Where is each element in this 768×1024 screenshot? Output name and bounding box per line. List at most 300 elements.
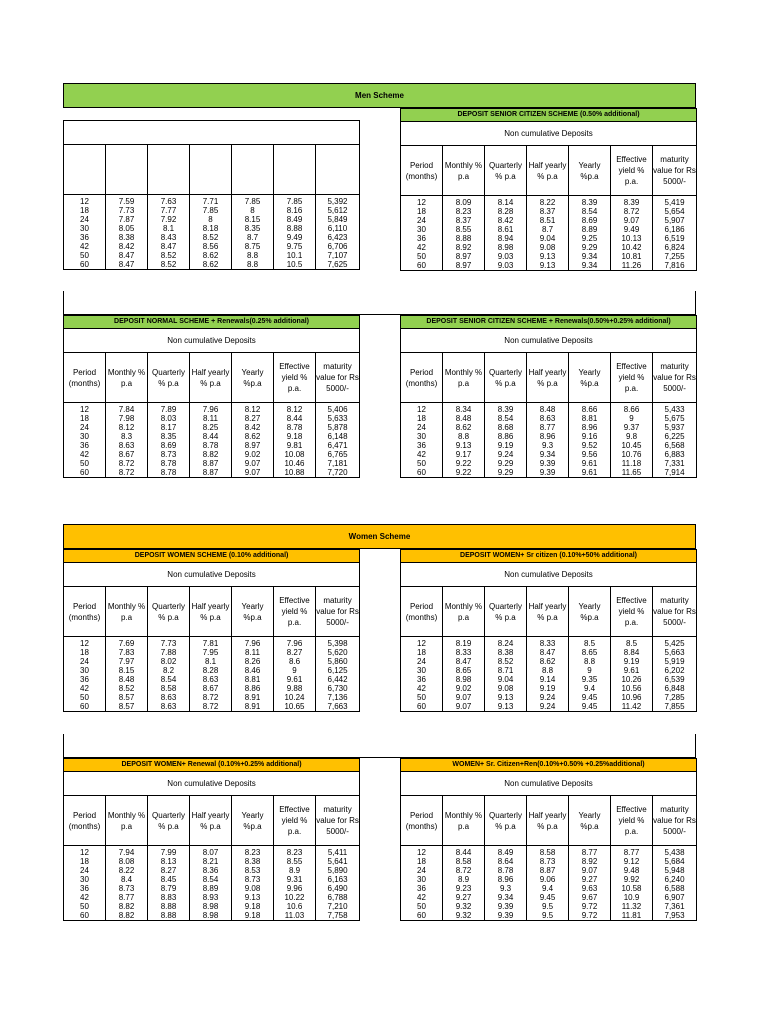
- table-cell: 8.65: [443, 666, 485, 675]
- table-cell: 8.11: [190, 414, 232, 423]
- table-cell: 9.18: [274, 432, 316, 441]
- column-header: maturity value for Rs 5000/-: [653, 353, 697, 403]
- table-cell: 9.17: [443, 450, 485, 459]
- column-header: Half yearly % p.a: [190, 587, 232, 637]
- table-cell: 9.39: [527, 468, 569, 478]
- table-cell: 8.71: [485, 666, 527, 675]
- table-cell: 50: [401, 902, 443, 911]
- column-header: Period (months): [401, 353, 443, 403]
- table-cell: 8.19: [443, 639, 485, 648]
- table-cell: 8.61: [485, 225, 527, 234]
- table-cell: 8.88: [443, 234, 485, 243]
- table-cell: 6,539: [653, 675, 697, 684]
- table-title: DEPOSIT SENIOR CITIZEN SCHEME (0.50% additional): [401, 109, 697, 122]
- column-header: Yearly %p.a: [569, 587, 611, 637]
- table-cell: 36: [64, 884, 106, 893]
- table-cell: 7,855: [653, 702, 697, 712]
- table-cell: 8.49: [485, 848, 527, 857]
- table-subtitle: Non cumulative Deposits: [64, 329, 360, 353]
- column-header: Half yearly % p.a: [190, 796, 232, 846]
- table-cell: 8.15: [232, 215, 274, 224]
- table-cell: 8.21: [190, 857, 232, 866]
- table-title: [64, 108, 360, 121]
- table-cell: 7,720: [316, 468, 360, 478]
- column-header: Quarterly % p.a: [485, 796, 527, 846]
- table-subtitle: [64, 121, 360, 145]
- table-cell: 7.99: [148, 848, 190, 857]
- column-header: Yearly %p.a: [232, 353, 274, 403]
- table-cell: 9.4: [569, 684, 611, 693]
- women-scheme-banner: Women Scheme: [63, 524, 696, 549]
- table-cell: 8.56: [190, 242, 232, 251]
- table-cell: 10.58: [611, 884, 653, 893]
- table-cell: 8.73: [527, 857, 569, 866]
- table-subtitle: Non cumulative Deposits: [64, 563, 360, 587]
- table-cell: 10.96: [611, 693, 653, 702]
- table-cell: 8.36: [190, 866, 232, 875]
- table-cell: 60: [64, 911, 106, 921]
- table-cell: 9.07: [443, 693, 485, 702]
- table-cell: 60: [64, 468, 106, 478]
- column-header: Period (months): [401, 146, 443, 196]
- table-cell: 8.82: [106, 902, 148, 911]
- table-cell: 8.7: [232, 233, 274, 242]
- table-cell: 8.18: [190, 224, 232, 233]
- table-cell: 9.52: [569, 441, 611, 450]
- column-header: Yearly %p.a: [232, 587, 274, 637]
- table-row: [64, 251, 360, 260]
- table-cell: 8.89: [190, 884, 232, 893]
- column-header: [316, 145, 360, 195]
- table-cell: 7,361: [653, 902, 697, 911]
- table-cell: 42: [401, 893, 443, 902]
- table-cell: 8.8: [443, 432, 485, 441]
- table-cell: 9: [611, 414, 653, 423]
- table-row: [401, 441, 697, 450]
- table-cell: 8.54: [190, 875, 232, 884]
- table-cell: 60: [64, 702, 106, 712]
- table-cell: 8.11: [232, 648, 274, 657]
- table-cell: 18: [64, 857, 106, 866]
- column-header: Half yearly % p.a: [527, 146, 569, 196]
- table-cell: 30: [401, 225, 443, 234]
- table-cell: 50: [64, 693, 106, 702]
- table-cell: 9.61: [274, 675, 316, 684]
- table-title: DEPOSIT NORMAL SCHEME + Renewals(0.25% additional): [64, 316, 360, 329]
- table-row: [401, 414, 697, 423]
- table-cell: 8.52: [485, 657, 527, 666]
- table-cell: 24: [401, 216, 443, 225]
- table-cell: 8.39: [485, 405, 527, 414]
- table-cell: 6,186: [653, 225, 697, 234]
- column-header: Half yearly % p.a: [527, 796, 569, 846]
- table-row: [401, 848, 697, 857]
- table-cell: 6,225: [653, 432, 697, 441]
- table-row: [64, 911, 360, 921]
- table-cell: 7,758: [316, 911, 360, 921]
- table-cell: 8.92: [569, 857, 611, 866]
- table-cell: 50: [401, 693, 443, 702]
- table-cell: 8.7: [527, 225, 569, 234]
- table-cell: 5,419: [653, 198, 697, 207]
- table-cell: 10.9: [611, 893, 653, 902]
- table-cell: 8.62: [232, 432, 274, 441]
- table-cell: 9.14: [527, 675, 569, 684]
- table-cell: 8.96: [527, 432, 569, 441]
- table-cell: 9.23: [443, 884, 485, 893]
- table-cell: 8.35: [232, 224, 274, 233]
- table-cell: 8: [190, 215, 232, 224]
- table-cell: 12: [401, 848, 443, 857]
- table-cell: 8.23: [232, 848, 274, 857]
- table-cell: 9.39: [485, 911, 527, 921]
- table-cell: 9.81: [274, 441, 316, 450]
- table-cell: 9.06: [527, 875, 569, 884]
- table-row: [401, 216, 697, 225]
- table-row: [401, 252, 697, 261]
- table-cell: 10.76: [611, 450, 653, 459]
- table-cell: 8.48: [443, 414, 485, 423]
- table-cell: 8.44: [274, 414, 316, 423]
- table-cell: 9.45: [527, 893, 569, 902]
- table-cell: 60: [64, 260, 106, 270]
- table-cell: 9.34: [569, 252, 611, 261]
- table-cell: 9.24: [527, 693, 569, 702]
- table-cell: 8.93: [190, 893, 232, 902]
- table-row: [401, 432, 697, 441]
- table-row: [64, 902, 360, 911]
- column-header: Effective yield % p.a.: [274, 587, 316, 637]
- table-cell: 8.8: [232, 251, 274, 260]
- table-cell: 9.13: [485, 702, 527, 712]
- table-cell: 8.52: [106, 684, 148, 693]
- table-cell: 18: [401, 648, 443, 657]
- table-cell: 36: [64, 441, 106, 450]
- table-row: [64, 684, 360, 693]
- table-cell: 8.55: [443, 225, 485, 234]
- table-cell: 9.13: [443, 441, 485, 450]
- table-cell: 12: [401, 405, 443, 414]
- table-cell: 8.87: [190, 459, 232, 468]
- table-cell: 8.82: [106, 911, 148, 921]
- table-cell: 8.38: [106, 233, 148, 242]
- table-cell: 9.5: [527, 902, 569, 911]
- table-cell: 9.18: [232, 911, 274, 921]
- table-cell: 9.18: [232, 902, 274, 911]
- table-cell: 8.52: [148, 251, 190, 260]
- column-header: Monthly % p.a: [443, 353, 485, 403]
- table-cell: 9.56: [569, 450, 611, 459]
- table-cell: 9.19: [485, 441, 527, 450]
- table-cell: 9.34: [485, 893, 527, 902]
- table-row: [401, 657, 697, 666]
- table-row: [64, 423, 360, 432]
- column-header: Half yearly % p.a: [190, 353, 232, 403]
- table-cell: 9.07: [232, 468, 274, 478]
- table-cell: 24: [401, 657, 443, 666]
- table-cell: 24: [64, 657, 106, 666]
- table-cell: 7,953: [653, 911, 697, 921]
- table-cell: 9.07: [569, 866, 611, 875]
- table-cell: 9.72: [569, 902, 611, 911]
- table-cell: 5,675: [653, 414, 697, 423]
- table-cell: 9.24: [485, 450, 527, 459]
- table-cell: 8.15: [106, 666, 148, 675]
- table-cell: 36: [401, 441, 443, 450]
- table-cell: 6,423: [316, 233, 360, 242]
- table-cell: 7.85: [232, 197, 274, 206]
- table-cell: 8.63: [106, 441, 148, 450]
- table-cell: 9.49: [611, 225, 653, 234]
- table-cell: 8.42: [485, 216, 527, 225]
- table-cell: 7.63: [148, 197, 190, 206]
- table-cell: 30: [64, 875, 106, 884]
- table-cell: 6,110: [316, 224, 360, 233]
- table-title: WOMEN+ Sr. Citizen+Ren(0.10%+0.50% +0.25%additional): [401, 759, 697, 772]
- table-cell: 8.38: [232, 857, 274, 866]
- table-cell: 8.9: [443, 875, 485, 884]
- table-cell: 8.62: [190, 251, 232, 260]
- table-cell: 5,663: [653, 648, 697, 657]
- table-cell: 42: [64, 242, 106, 251]
- table-cell: 8.13: [148, 857, 190, 866]
- table-cell: 10.26: [611, 675, 653, 684]
- table-cell: 42: [64, 450, 106, 459]
- table-cell: 9.39: [485, 902, 527, 911]
- women-senior-table: [400, 549, 697, 712]
- table-cell: 9.92: [611, 875, 653, 884]
- table-cell: 8.98: [485, 243, 527, 252]
- table-cell: 9.34: [569, 261, 611, 271]
- table-cell: 8.1: [148, 224, 190, 233]
- table-cell: 6,730: [316, 684, 360, 693]
- men-scheme-banner: Men Scheme: [63, 83, 696, 108]
- table-cell: 8.62: [443, 423, 485, 432]
- table-cell: 5,641: [316, 857, 360, 866]
- table-cell: 24: [64, 423, 106, 432]
- table-cell: 9.08: [485, 684, 527, 693]
- table-cell: 8.63: [148, 702, 190, 712]
- table-cell: 8.8: [232, 260, 274, 270]
- table-cell: 8.98: [443, 675, 485, 684]
- table-cell: 8.48: [106, 675, 148, 684]
- table-cell: 30: [401, 666, 443, 675]
- table-cell: 5,398: [316, 639, 360, 648]
- table-cell: 50: [401, 459, 443, 468]
- table-cell: 6,883: [653, 450, 697, 459]
- table-cell: 8.66: [611, 405, 653, 414]
- table-cell: 5,948: [653, 866, 697, 875]
- table-cell: 10.45: [611, 441, 653, 450]
- table-cell: 7.96: [190, 405, 232, 414]
- table-cell: 10.5: [274, 260, 316, 270]
- table-row: [64, 875, 360, 884]
- table-cell: 8: [232, 206, 274, 215]
- column-header: Yearly %p.a: [569, 146, 611, 196]
- table-cell: 6,907: [653, 893, 697, 902]
- table-row: [401, 639, 697, 648]
- table-cell: 18: [401, 414, 443, 423]
- table-row: [64, 866, 360, 875]
- table-row: [64, 848, 360, 857]
- table-cell: 8.1: [190, 657, 232, 666]
- table-cell: 8.27: [274, 648, 316, 657]
- table-cell: 8.68: [485, 423, 527, 432]
- column-header: Quarterly % p.a: [485, 587, 527, 637]
- column-header: Quarterly % p.a: [148, 353, 190, 403]
- table-cell: 8.28: [485, 207, 527, 216]
- table-cell: 7.85: [274, 197, 316, 206]
- table-title: DEPOSIT WOMEN SCHEME (0.10% additional): [64, 550, 360, 563]
- table-cell: 8.02: [148, 657, 190, 666]
- table-cell: 7.95: [190, 648, 232, 657]
- table-cell: 8.47: [527, 648, 569, 657]
- column-header: maturity value for Rs 5000/-: [653, 146, 697, 196]
- table-cell: 9.03: [485, 261, 527, 271]
- table-cell: 6,824: [653, 243, 697, 252]
- table-cell: 8.92: [443, 243, 485, 252]
- column-header: Monthly % p.a: [106, 796, 148, 846]
- table-row: [401, 902, 697, 911]
- table-cell: 8.57: [106, 693, 148, 702]
- table-cell: 8.42: [106, 242, 148, 251]
- table-cell: 8.47: [148, 242, 190, 251]
- table-cell: 8.98: [190, 902, 232, 911]
- column-header: Period (months): [64, 587, 106, 637]
- table-cell: 8.72: [106, 459, 148, 468]
- table-cell: 8.72: [611, 207, 653, 216]
- table-cell: 7.84: [106, 405, 148, 414]
- table-cell: 12: [401, 198, 443, 207]
- table-cell: 7.96: [232, 639, 274, 648]
- table-cell: 6,125: [316, 666, 360, 675]
- table-cell: 7.77: [148, 206, 190, 215]
- table-cell: 6,706: [316, 242, 360, 251]
- table-cell: 18: [64, 648, 106, 657]
- table-row: [401, 261, 697, 271]
- table-cell: 8.52: [190, 233, 232, 242]
- table-row: [401, 207, 697, 216]
- table-cell: 42: [401, 450, 443, 459]
- table-cell: 30: [401, 875, 443, 884]
- table-cell: 8.77: [611, 848, 653, 857]
- table-cell: 7.89: [148, 405, 190, 414]
- table-cell: 42: [401, 243, 443, 252]
- table-cell: 5,411: [316, 848, 360, 857]
- table-cell: 10.6: [274, 902, 316, 911]
- section-spacer: [63, 734, 696, 758]
- table-cell: 50: [401, 252, 443, 261]
- table-cell: 60: [401, 911, 443, 921]
- table-cell: 18: [401, 857, 443, 866]
- table-cell: 8.69: [569, 216, 611, 225]
- table-cell: 8.2: [148, 666, 190, 675]
- table-row: [64, 884, 360, 893]
- table-cell: 9.45: [569, 693, 611, 702]
- table-cell: 7,625: [316, 260, 360, 270]
- table-cell: 9.34: [527, 450, 569, 459]
- table-cell: 11.03: [274, 911, 316, 921]
- table-row: [64, 657, 360, 666]
- table-cell: 8.72: [190, 693, 232, 702]
- table-cell: 8.12: [274, 405, 316, 414]
- table-cell: 9.07: [611, 216, 653, 225]
- table-subtitle: Non cumulative Deposits: [401, 563, 697, 587]
- table-cell: 12: [64, 639, 106, 648]
- table-row: [64, 639, 360, 648]
- table-cell: 8.62: [527, 657, 569, 666]
- table-row: [64, 224, 360, 233]
- table-cell: 36: [401, 234, 443, 243]
- table-cell: 5,612: [316, 206, 360, 215]
- table-cell: 8.88: [148, 902, 190, 911]
- table-cell: 8.67: [190, 684, 232, 693]
- column-header: Effective yield % p.a.: [611, 146, 653, 196]
- table-row: [401, 684, 697, 693]
- table-cell: 8.22: [106, 866, 148, 875]
- table-cell: 8.3: [106, 432, 148, 441]
- table-row: [401, 225, 697, 234]
- table-cell: 9.13: [485, 693, 527, 702]
- table-cell: 36: [401, 884, 443, 893]
- table-cell: 36: [64, 233, 106, 242]
- table-cell: 9.37: [611, 423, 653, 432]
- table-cell: 8.5: [569, 639, 611, 648]
- table-cell: 10.08: [274, 450, 316, 459]
- column-header: Monthly % p.a: [443, 796, 485, 846]
- table-cell: 8.72: [190, 702, 232, 712]
- table-cell: 8.88: [148, 911, 190, 921]
- table-cell: 5,919: [653, 657, 697, 666]
- table-cell: 8.24: [485, 639, 527, 648]
- table-cell: 5,425: [653, 639, 697, 648]
- table-cell: 8.5: [611, 639, 653, 648]
- table-cell: 8.58: [527, 848, 569, 857]
- table-cell: 8.07: [190, 848, 232, 857]
- table-cell: 8.12: [106, 423, 148, 432]
- table-row: [64, 459, 360, 468]
- column-header: [232, 145, 274, 195]
- table-cell: 11.18: [611, 459, 653, 468]
- table-cell: 8.49: [274, 215, 316, 224]
- table-cell: 9.72: [569, 911, 611, 921]
- table-cell: 9.13: [527, 252, 569, 261]
- table-cell: 7,816: [653, 261, 697, 271]
- table-cell: 9.61: [569, 468, 611, 478]
- table-cell: 7,107: [316, 251, 360, 260]
- column-header: [106, 145, 148, 195]
- table-cell: 8.14: [485, 198, 527, 207]
- table-row: [64, 206, 360, 215]
- table-cell: 7.98: [106, 414, 148, 423]
- column-header: Period (months): [64, 353, 106, 403]
- table-cell: 8.65: [569, 648, 611, 657]
- table-row: [64, 260, 360, 270]
- table-row: [64, 215, 360, 224]
- table-cell: 12: [64, 197, 106, 206]
- table-row: [401, 648, 697, 657]
- table-cell: 8.97: [443, 261, 485, 271]
- column-header: maturity value for Rs 5000/-: [653, 796, 697, 846]
- table-cell: 8.88: [274, 224, 316, 233]
- table-cell: 8.52: [148, 260, 190, 270]
- table-cell: 9.63: [569, 884, 611, 893]
- table-cell: 42: [64, 893, 106, 902]
- table-cell: 5,433: [653, 405, 697, 414]
- table-cell: 7.73: [148, 639, 190, 648]
- table-cell: 6,240: [653, 875, 697, 884]
- table-cell: 7,136: [316, 693, 360, 702]
